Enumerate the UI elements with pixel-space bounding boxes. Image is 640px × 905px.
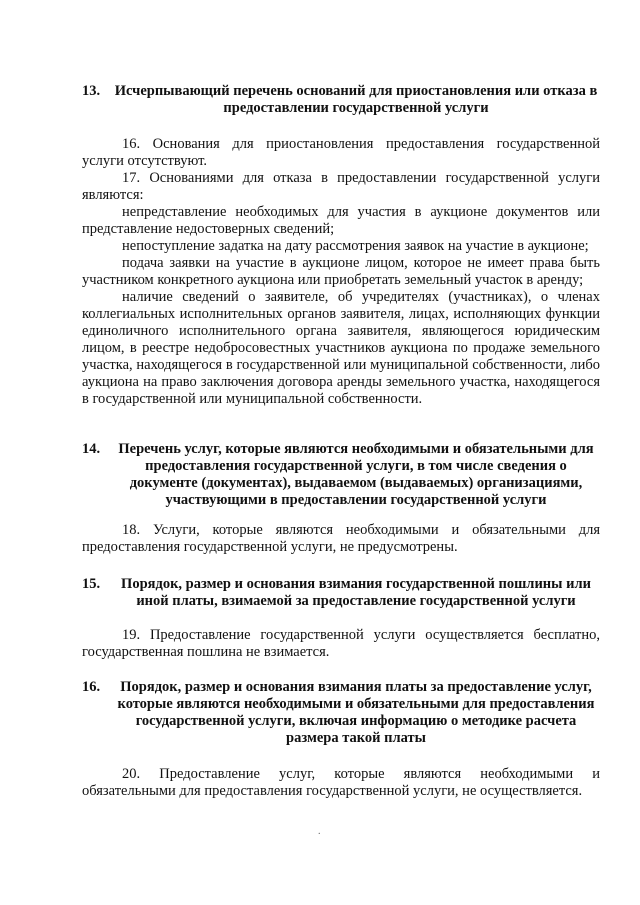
paragraph-20: 20. Предоставление услуг, которые являются необходимыми и обязательными для предоставления государственной услуги, не осуществляется. <box>82 766 600 799</box>
section-16-number: 16. <box>82 679 101 695</box>
section-15-number: 15. <box>82 576 101 592</box>
section-14-number: 14. <box>82 441 101 457</box>
paragraph-17-item-2: непоступление задатка на дату рассмотрения заявок на участие в аукционе; <box>122 238 589 254</box>
section-16-title: Порядок, размер и основания взимания платы за предоставление услуг, которые являются необходимыми и обязательными для предоставления государственной услуги, включая информацию о методике расчета размера такой платы <box>117 679 595 746</box>
section-15-title: Порядок, размер и основания взимания государственной пошлины или иной платы, взимаемой за предоставление государственной услуги <box>121 576 591 609</box>
paragraph-17-item-1: непредставление необходимых для участия в аукционе документов или представление недостоверных сведений; <box>82 204 600 237</box>
section-16-heading <box>82 679 600 747</box>
section-14-title: Перечень услуг, которые являются необходимыми и обязательными для предоставления государственной услуги, в том числе сведения о документе (документах), выдаваемом (выдаваемых) организациями, участвующими в предоставлении государственной услуги <box>118 441 594 508</box>
paragraph-17-item-4: наличие сведений о заявителе, об учредителях (участниках), о членах коллегиальных исполнительных органов заявителя, лицах, исполняющих функции единоличного исполнительного органа заявителя, являющегося юридическим лицом, в реестре недобросовестных участников аукциона по продаже земельного участка, находящегося в государственной или муниципальной собственности, либо аукциона на право заключения договора аренды земельного участка, находящегося в государственной или муниципальной собственности. <box>82 289 600 407</box>
paragraph-19: 19. Предоставление государственной услуги осуществляется бесплатно, государственная пошлина не взимается. <box>82 627 600 660</box>
section-15-heading <box>82 576 600 610</box>
section-14-heading <box>82 441 600 509</box>
paragraph-17: 17. Основаниями для отказа в предоставлении государственной услуги являются: <box>82 170 600 203</box>
paragraph-17-item-3: подача заявки на участие в аукционе лицом, которое не имеет права быть участником конкретного аукциона или приобретать земельный участок в аренду; <box>82 255 600 288</box>
section-13-heading <box>82 83 600 117</box>
paragraph-16: 16. Основания для приостановления предоставления государственной услуги отсутствуют. <box>82 136 600 169</box>
paragraph-18: 18. Услуги, которые являются необходимыми и обязательными для предоставления государственной услуги, не предусмотрены. <box>82 522 600 555</box>
section-13-number: 13. <box>82 83 101 99</box>
scan-dot-mark: . <box>318 826 321 837</box>
section-13-title: Исчерпывающий перечень оснований для приостановления или отказа в предоставлении государственной услуги <box>114 83 598 116</box>
